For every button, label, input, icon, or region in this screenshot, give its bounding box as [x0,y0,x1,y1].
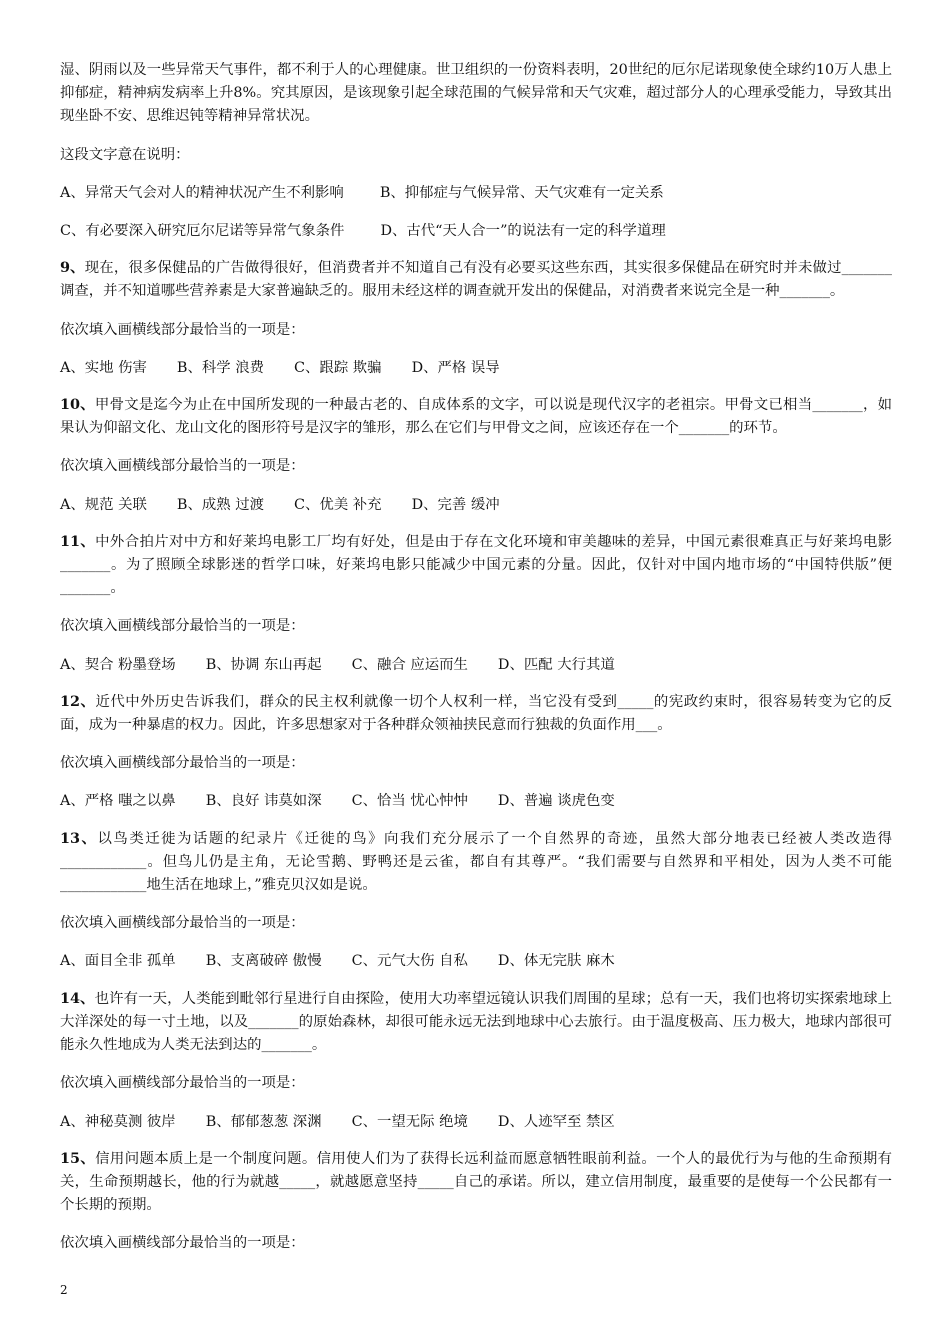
options-row [60,182,892,205]
options-row [60,357,892,380]
question-prompt: 这段文字意在说明： [60,146,190,163]
question-prompt: 依次填入画横线部分最恰当的一项是： [60,458,305,475]
question-8-continuation [60,58,892,243]
question-text: 湿、阴雨以及一些异常天气事件，都不利于人的心理健康。世卫组织的一份资料表明，20世纪的厄尔尼诺现象使全球约10万人患上抑郁症，精神病发病率上升8%。究其原因，是该现象引起全球范围的气候异常和天气灾难，超过部分人的心理承受能力，导致其出现坐卧不安、思维迟钝等精神异常状况。 [60,62,892,125]
option-a[interactable]: A、神秘莫测 彼岸 [60,1113,176,1130]
question-text: 11、中外合拍片对中方和好莱坞电影工厂均有好处，但是由于存在文化环境和审美趣味的差异，中国元素很难真正与好莱坞电影_______。为了照顾全球影迷的哲学口味，好莱坞电影只能减少中国元素的分量。因此，仅针对中国内地市场的“中国特供版”便_______。 [60,532,892,597]
option-d[interactable]: D、完善 缓冲 [411,496,500,513]
question-15 [60,1147,892,1256]
option-a[interactable]: A、契合 粉墨登场 [60,656,176,673]
question-text: 14、也许有一天，人类能到毗邻行星进行自由探险，使用大功率望远镜认识我们周围的星球；总有一天，我们也将切实探索地球上大洋深处的每一寸土地，以及_______的原始森林，却很可能永远无法到地球中心去旅行。由于温度极高、压力极大，地球内部很可能永久性地成为人类无法到达的_______。 [60,989,892,1054]
option-b[interactable]: B、科学 浪费 [176,359,265,376]
option-c[interactable]: C、恰当 忧心忡忡 [351,793,468,810]
option-c[interactable]: C、融合 应运而生 [351,656,468,673]
option-d[interactable]: D、人迹罕至 禁区 [497,1113,615,1130]
option-a[interactable]: A、实地 伤害 [60,359,147,376]
option-a[interactable]: A、异常天气会对人的精神状况产生不利影响 [60,184,344,201]
question-text: 10、甲骨文是迄今为止在中国所发现的一种最古老的、自成体系的文字，可以说是现代汉字的老祖宗。甲骨文已相当_______，如果认为仰韶文化、龙山文化的图形符号是汉字的雏形，那么在它们与甲骨文之间，应该还存在一个_______的环节。 [60,396,892,437]
question-prompt: 依次填入画横线部分最恰当的一项是： [60,618,305,635]
options-row [60,790,892,813]
question-text: 15、信用问题本质上是一个制度问题。信用使人们为了获得长远利益而愿意牺牲眼前利益。一个人的最优行为与他的生命预期有关，生命预期越长，他的行为就越_____，就越愿意坚持_____自己的承诺。所以，建立信用制度，最重要的是使每一个公民都有一个长期的预期。 [60,1149,892,1214]
question-prompt: 依次填入画横线部分最恰当的一项是： [60,321,305,338]
question-13 [60,827,892,974]
page-number: 2 [60,1283,68,1297]
option-b[interactable]: B、协调 东山再起 [205,656,322,673]
option-c[interactable]: C、跟踪 欺骗 [294,359,382,376]
question-prompt: 依次填入画横线部分最恰当的一项是： [60,755,305,772]
question-text: 12、近代中外历史告诉我们，群众的民主权利就像一切个人权利一样，当它没有受到_____的宪政约束时，很容易转变为它的反面，成为一种暴虐的权力。因此，许多思想家对于各种群众领袖挟民意而行独裁的负面作用___。 [60,692,892,734]
question-text: 13、以鸟类迁徙为话题的纪录片《迁徙的鸟》向我们充分展示了一个自然界的奇迹，虽然大部分地表已经被人类改造得____________。但鸟儿仍是主角，无论雪鹅、野鸭还是云雀，都自有其尊严。“我们需要与自然界和平相处，因为人类不可能____________地生活在地球上，”雅克贝汉如是说。 [60,829,892,894]
question-prompt: 依次填入画横线部分最恰当的一项是： [60,915,305,932]
option-c[interactable]: C、优美 补充 [294,496,382,513]
option-d[interactable]: D、古代“天人合一”的说法有一定的科学道理 [380,223,666,240]
options-row [60,654,892,677]
question-number: 10、 [60,396,95,414]
option-d[interactable]: D、匹配 大行其道 [497,656,615,673]
options-row [60,950,892,973]
option-a[interactable]: A、规范 关联 [60,496,147,513]
question-11 [60,530,892,677]
option-c[interactable]: C、有必要深入研究厄尔尼诺等异常气象条件 [60,223,345,240]
question-number: 12、 [60,692,96,710]
question-9 [60,256,892,380]
option-a[interactable]: A、面目全非 孤单 [60,953,176,970]
option-d[interactable]: D、体无完肤 麻木 [497,953,615,970]
question-12 [60,690,892,814]
question-prompt: 依次填入画横线部分最恰当的一项是： [60,1235,305,1252]
question-14 [60,987,892,1134]
question-number: 13、 [60,829,98,847]
question-10 [60,393,892,517]
option-d[interactable]: D、严格 误导 [411,359,500,376]
option-b[interactable]: B、抑郁症与气候异常、天气灾难有一定关系 [379,184,664,201]
question-number: 15、 [60,1149,96,1167]
option-d[interactable]: D、普遍 谈虎色变 [497,793,615,810]
option-c[interactable]: C、一望无际 绝境 [351,1113,468,1130]
option-b[interactable]: B、支离破碎 傲慢 [205,953,322,970]
options-row [60,1111,892,1134]
option-c[interactable]: C、元气大伤 自私 [351,953,468,970]
option-b[interactable]: B、成熟 过渡 [176,496,265,513]
options-row [60,220,892,243]
option-b[interactable]: B、良好 讳莫如深 [205,793,322,810]
question-prompt: 依次填入画横线部分最恰当的一项是： [60,1075,305,1092]
options-row [60,494,892,517]
page-content [60,58,892,1256]
option-a[interactable]: A、严格 嗤之以鼻 [60,793,176,810]
question-number: 14、 [60,989,95,1007]
question-number: 11、 [60,532,96,550]
option-b[interactable]: B、郁郁葱葱 深渊 [205,1113,322,1130]
question-text: 9、现在，很多保健品的广告做得很好，但消费者并不知道自己有没有必要买这些东西，其实很多保健品在研究时并未做过_______调查，并不知道哪些营养素是大家普遍缺乏的。服用未经这样的调查就开发出的保健品，对消费者来说完全是一种_______。 [60,259,892,300]
question-number: 9、 [60,259,85,277]
